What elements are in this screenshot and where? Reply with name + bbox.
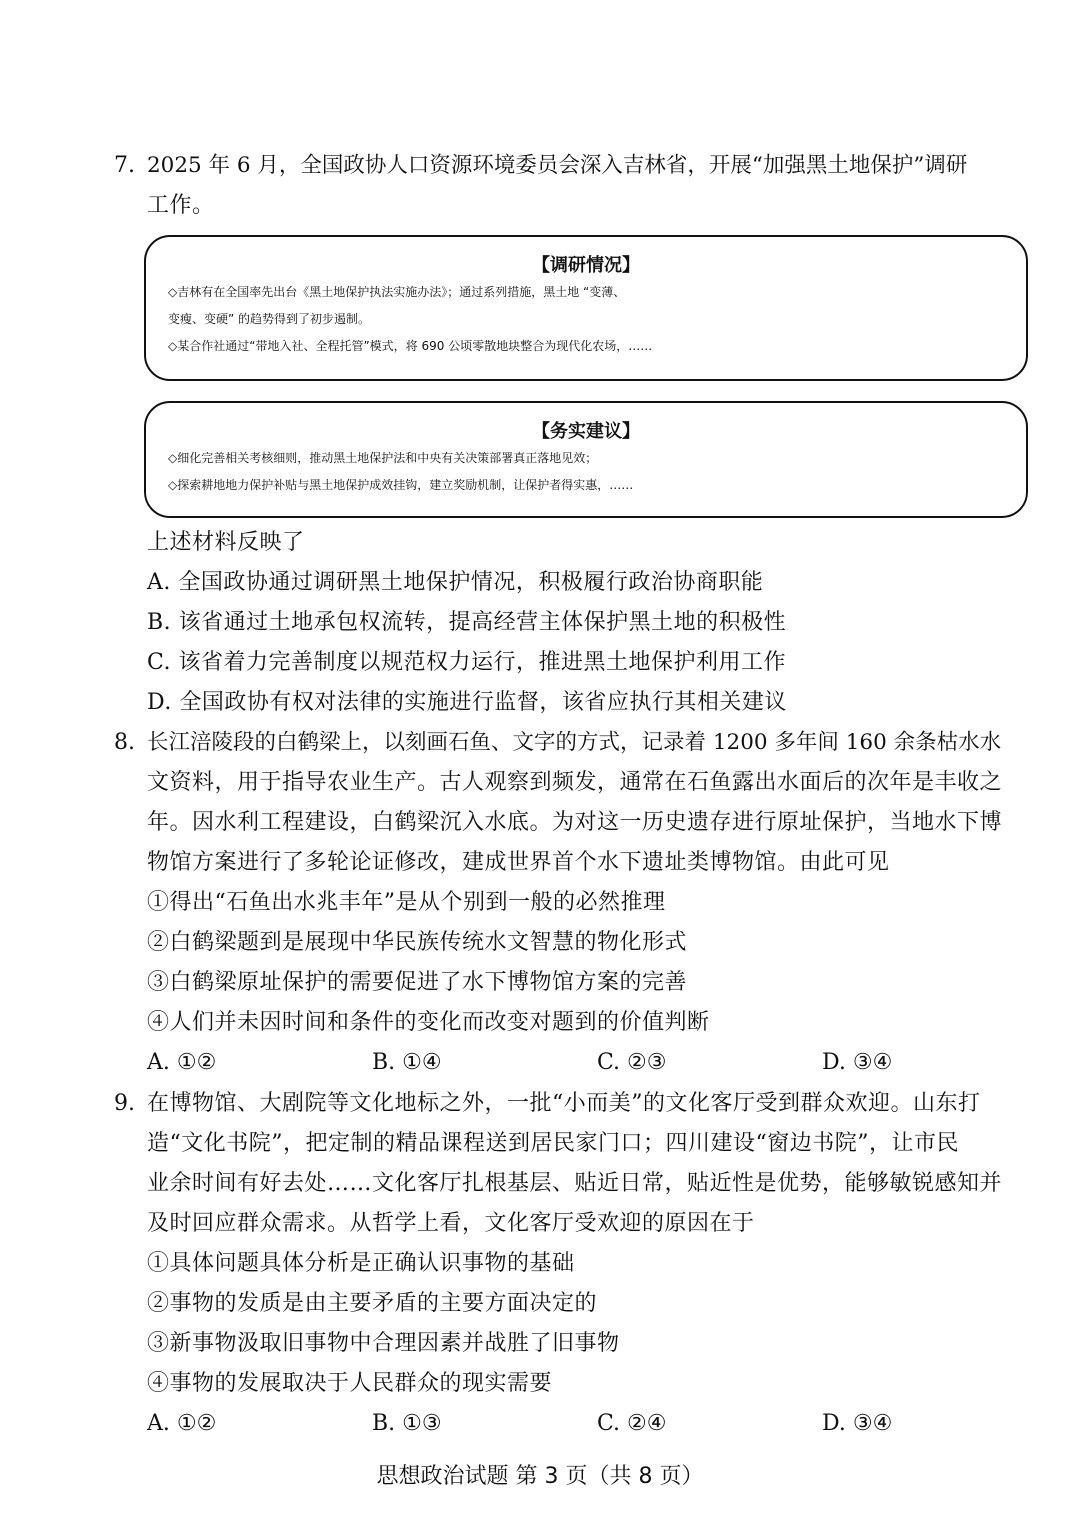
statement-item: ②事物的发质是由主要矛盾的主要方面决定的 (147, 1291, 598, 1316)
question-9-stem-line: 业余时间有好去处……文化客厅扎根基层、贴近日常，贴近性是优势，能够敏锐感知并 (147, 1171, 1003, 1196)
choice-b[interactable]: B. ①③ (372, 1411, 442, 1436)
question-7-stem-line: 2025 年 6 月，全国政协人口资源环境委员会深入吉林省，开展“加强黑土地保护”调研 (147, 153, 968, 178)
question-9-stem-line: 及时回应群众需求。从哲学上看，文化客厅受欢迎的原因在于 (147, 1211, 755, 1236)
question-8-stem-line: 文资料，用于指导农业生产。古人观察到频发，通常在石鱼露出水面后的次年是丰收之 (147, 770, 1003, 795)
statement-item: ④事物的发展取决于人民群众的现实需要 (147, 1371, 553, 1396)
question-9-number: 9. (114, 1091, 135, 1116)
choice-c[interactable]: C. ②③ (597, 1050, 667, 1075)
question-9-stem-line: 造“文化书院”，把定制的精品课程送到居民家门口；四川建设“窗边书院”，让市民 (147, 1131, 959, 1156)
question-8-stem-line: 长江涪陵段的白鹤梁上，以刻画石鱼、文字的方式，记录着 1200 多年间 160 余条枯水水 (147, 730, 1002, 755)
answer-option[interactable]: A. 全国政协通过调研黑土地保护情况，积极履行政治协商职能 (147, 570, 764, 595)
box-line: ◇细化完善相关考核细则，推动黑土地保护法和中央有关决策部署真正落地见效； (168, 451, 598, 465)
page-footer: 思想政治试题 第 3 页（共 8 页） (376, 1464, 704, 1489)
question-8-number: 8. (114, 730, 135, 755)
box-line: ◇某合作社通过“带地入社、全程托管”模式，将 690 公顷零散地块整合为现代化农场，…… (168, 339, 653, 353)
choice-c[interactable]: C. ②④ (597, 1411, 667, 1436)
box-title: 【务实建议】 (532, 421, 640, 442)
box-line: 变瘦、变硬” 的趋势得到了初步遏制。 (168, 312, 371, 326)
choice-b[interactable]: B. ①④ (372, 1050, 442, 1075)
box-line: ◇吉林有在全国率先出台《黑土地保护执法实施办法》；通过系列措施，黑土地 “变薄、 (168, 285, 626, 299)
choice-d[interactable]: D. ③④ (822, 1411, 893, 1436)
suggestions-box (144, 401, 1028, 518)
question-8-stem-line: 物馆方案进行了多轮论证修改，建成世界首个水下遗址类博物馆。由此可见 (147, 850, 890, 875)
research-situation-box (144, 235, 1028, 381)
question-9-stem-line: 在博物馆、大剧院等文化地标之外，一批“小而美”的文化客厅受到群众欢迎。山东打 (147, 1091, 981, 1116)
answer-option[interactable]: D. 全国政协有权对法律的实施进行监督，该省应执行其相关建议 (147, 690, 787, 715)
choice-a[interactable]: A. ①② (147, 1050, 217, 1075)
statement-item: ①具体问题具体分析是正确认识事物的基础 (147, 1251, 575, 1276)
question-7-number: 7. (114, 153, 135, 178)
choice-a[interactable]: A. ①② (147, 1411, 217, 1436)
question-8-stem-line: 年。因水利工程建设，白鹤梁沉入水底。为对这一历史遗存进行原址保护，当地水下博 (147, 810, 1003, 835)
choice-d[interactable]: D. ③④ (822, 1050, 893, 1075)
box-title: 【调研情况】 (532, 255, 640, 276)
statement-item: ①得出“石鱼出水兆丰年”是从个别到一般的必然推理 (147, 890, 666, 915)
statement-item: ③新事物汲取旧事物中合理因素并战胜了旧事物 (147, 1331, 620, 1356)
statement-item: ③白鹤梁原址保护的需要促进了水下博物馆方案的完善 (147, 970, 688, 995)
answer-option[interactable]: B. 该省通过土地承包权流转，提高经营主体保护黑土地的积极性 (147, 610, 787, 635)
box-line: ◇探索耕地地力保护补贴与黑土地保护成效挂钩，建立奖励机制，让保护者得实惠，…… (168, 478, 634, 492)
question-7-stem-line: 工作。 (147, 193, 215, 218)
statement-item: ④人们并未因时间和条件的变化而改变对题到的价值判断 (147, 1010, 710, 1035)
statement-item: ②白鹤梁题到是展现中华民族传统水文智慧的物化形式 (147, 930, 688, 955)
answer-option[interactable]: C. 该省着力完善制度以规范权力运行，推进黑土地保护利用工作 (147, 650, 787, 675)
question-7-lead: 上述材料反映了 (147, 530, 305, 555)
